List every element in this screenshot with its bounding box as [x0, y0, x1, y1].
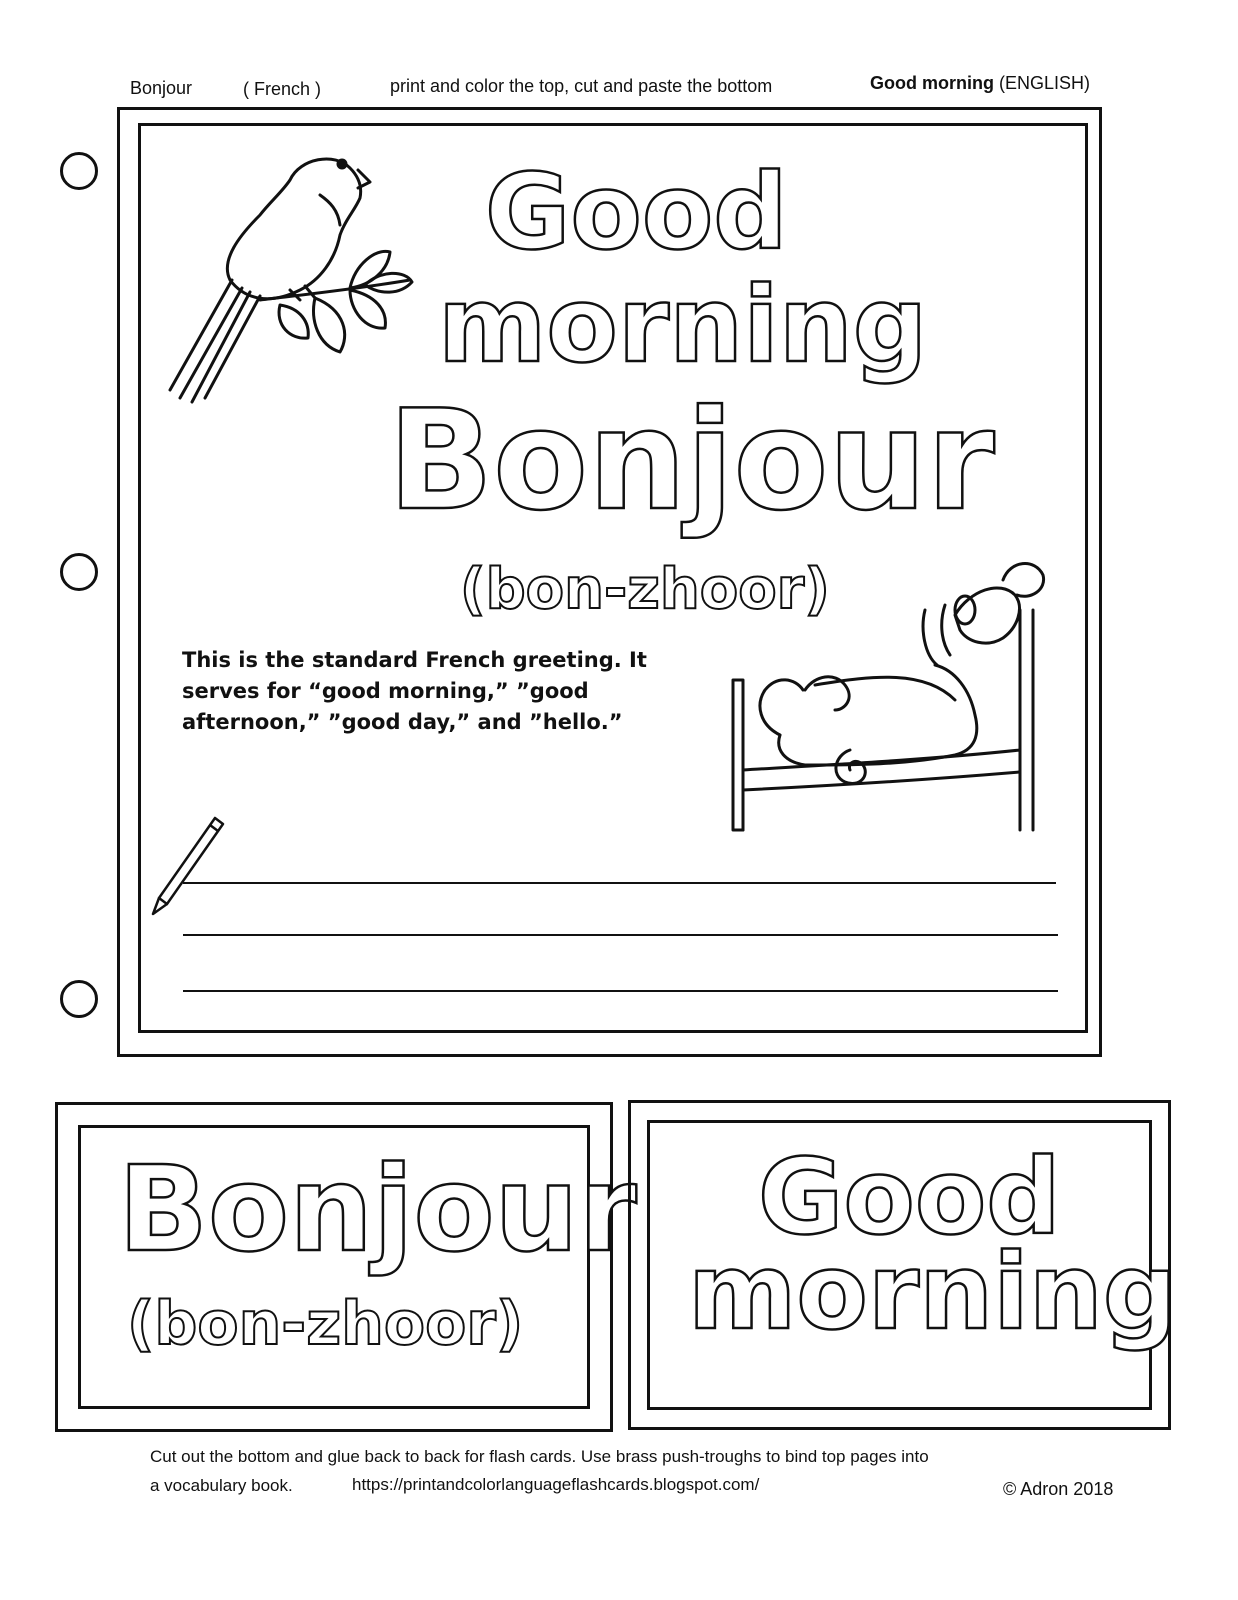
footer-line2-prefix: a vocabulary book. [150, 1476, 293, 1495]
top-description: This is the standard French greeting. It serves for “good morning,” ”good afternoon,” ”good day,” and ”hello.” [182, 648, 647, 734]
footer-line1: Cut out the bottom and glue back to back for flash cards. Use brass push-troughs to bind top pages into [150, 1447, 929, 1466]
top-pronunciation: (bon-zhoor) [460, 557, 830, 622]
footer-copyright: © Adron 2018 [1003, 1479, 1114, 1499]
writing-line-3[interactable] [183, 990, 1058, 992]
header-instructions: print and color the top, cut and paste the bottom [390, 76, 773, 96]
binder-hole-bottom [60, 980, 98, 1018]
writing-line-1[interactable] [183, 882, 1056, 884]
header-right-word: Good morning [870, 73, 994, 93]
flash-card-french-word: Bonjour [118, 1140, 637, 1278]
footer-url[interactable]: https://printandcolorlanguageflashcards.blogspot.com/ [352, 1475, 760, 1494]
top-french-word: Bonjour [388, 380, 995, 541]
flash-card-english-line1: Good [758, 1136, 1061, 1258]
header-right [870, 73, 1090, 94]
top-english-line1: Good [485, 151, 788, 273]
bird-on-branch-icon [150, 140, 420, 410]
header-left-word: Bonjour [130, 78, 193, 98]
header-right-lang: (ENGLISH) [999, 73, 1091, 93]
pencil-icon [145, 812, 230, 920]
binder-hole-top [60, 152, 98, 190]
flash-card-french-pronunciation: (bon-zhoor) [127, 1289, 524, 1359]
binder-hole-middle [60, 553, 98, 591]
yawning-mouse-in-bed-icon [725, 550, 1070, 835]
top-english-line2: morning [438, 264, 928, 386]
writing-line-2[interactable] [183, 934, 1058, 936]
flash-card-english-line2: morning [688, 1231, 1178, 1353]
header-left-lang: ( French ) [243, 79, 322, 99]
